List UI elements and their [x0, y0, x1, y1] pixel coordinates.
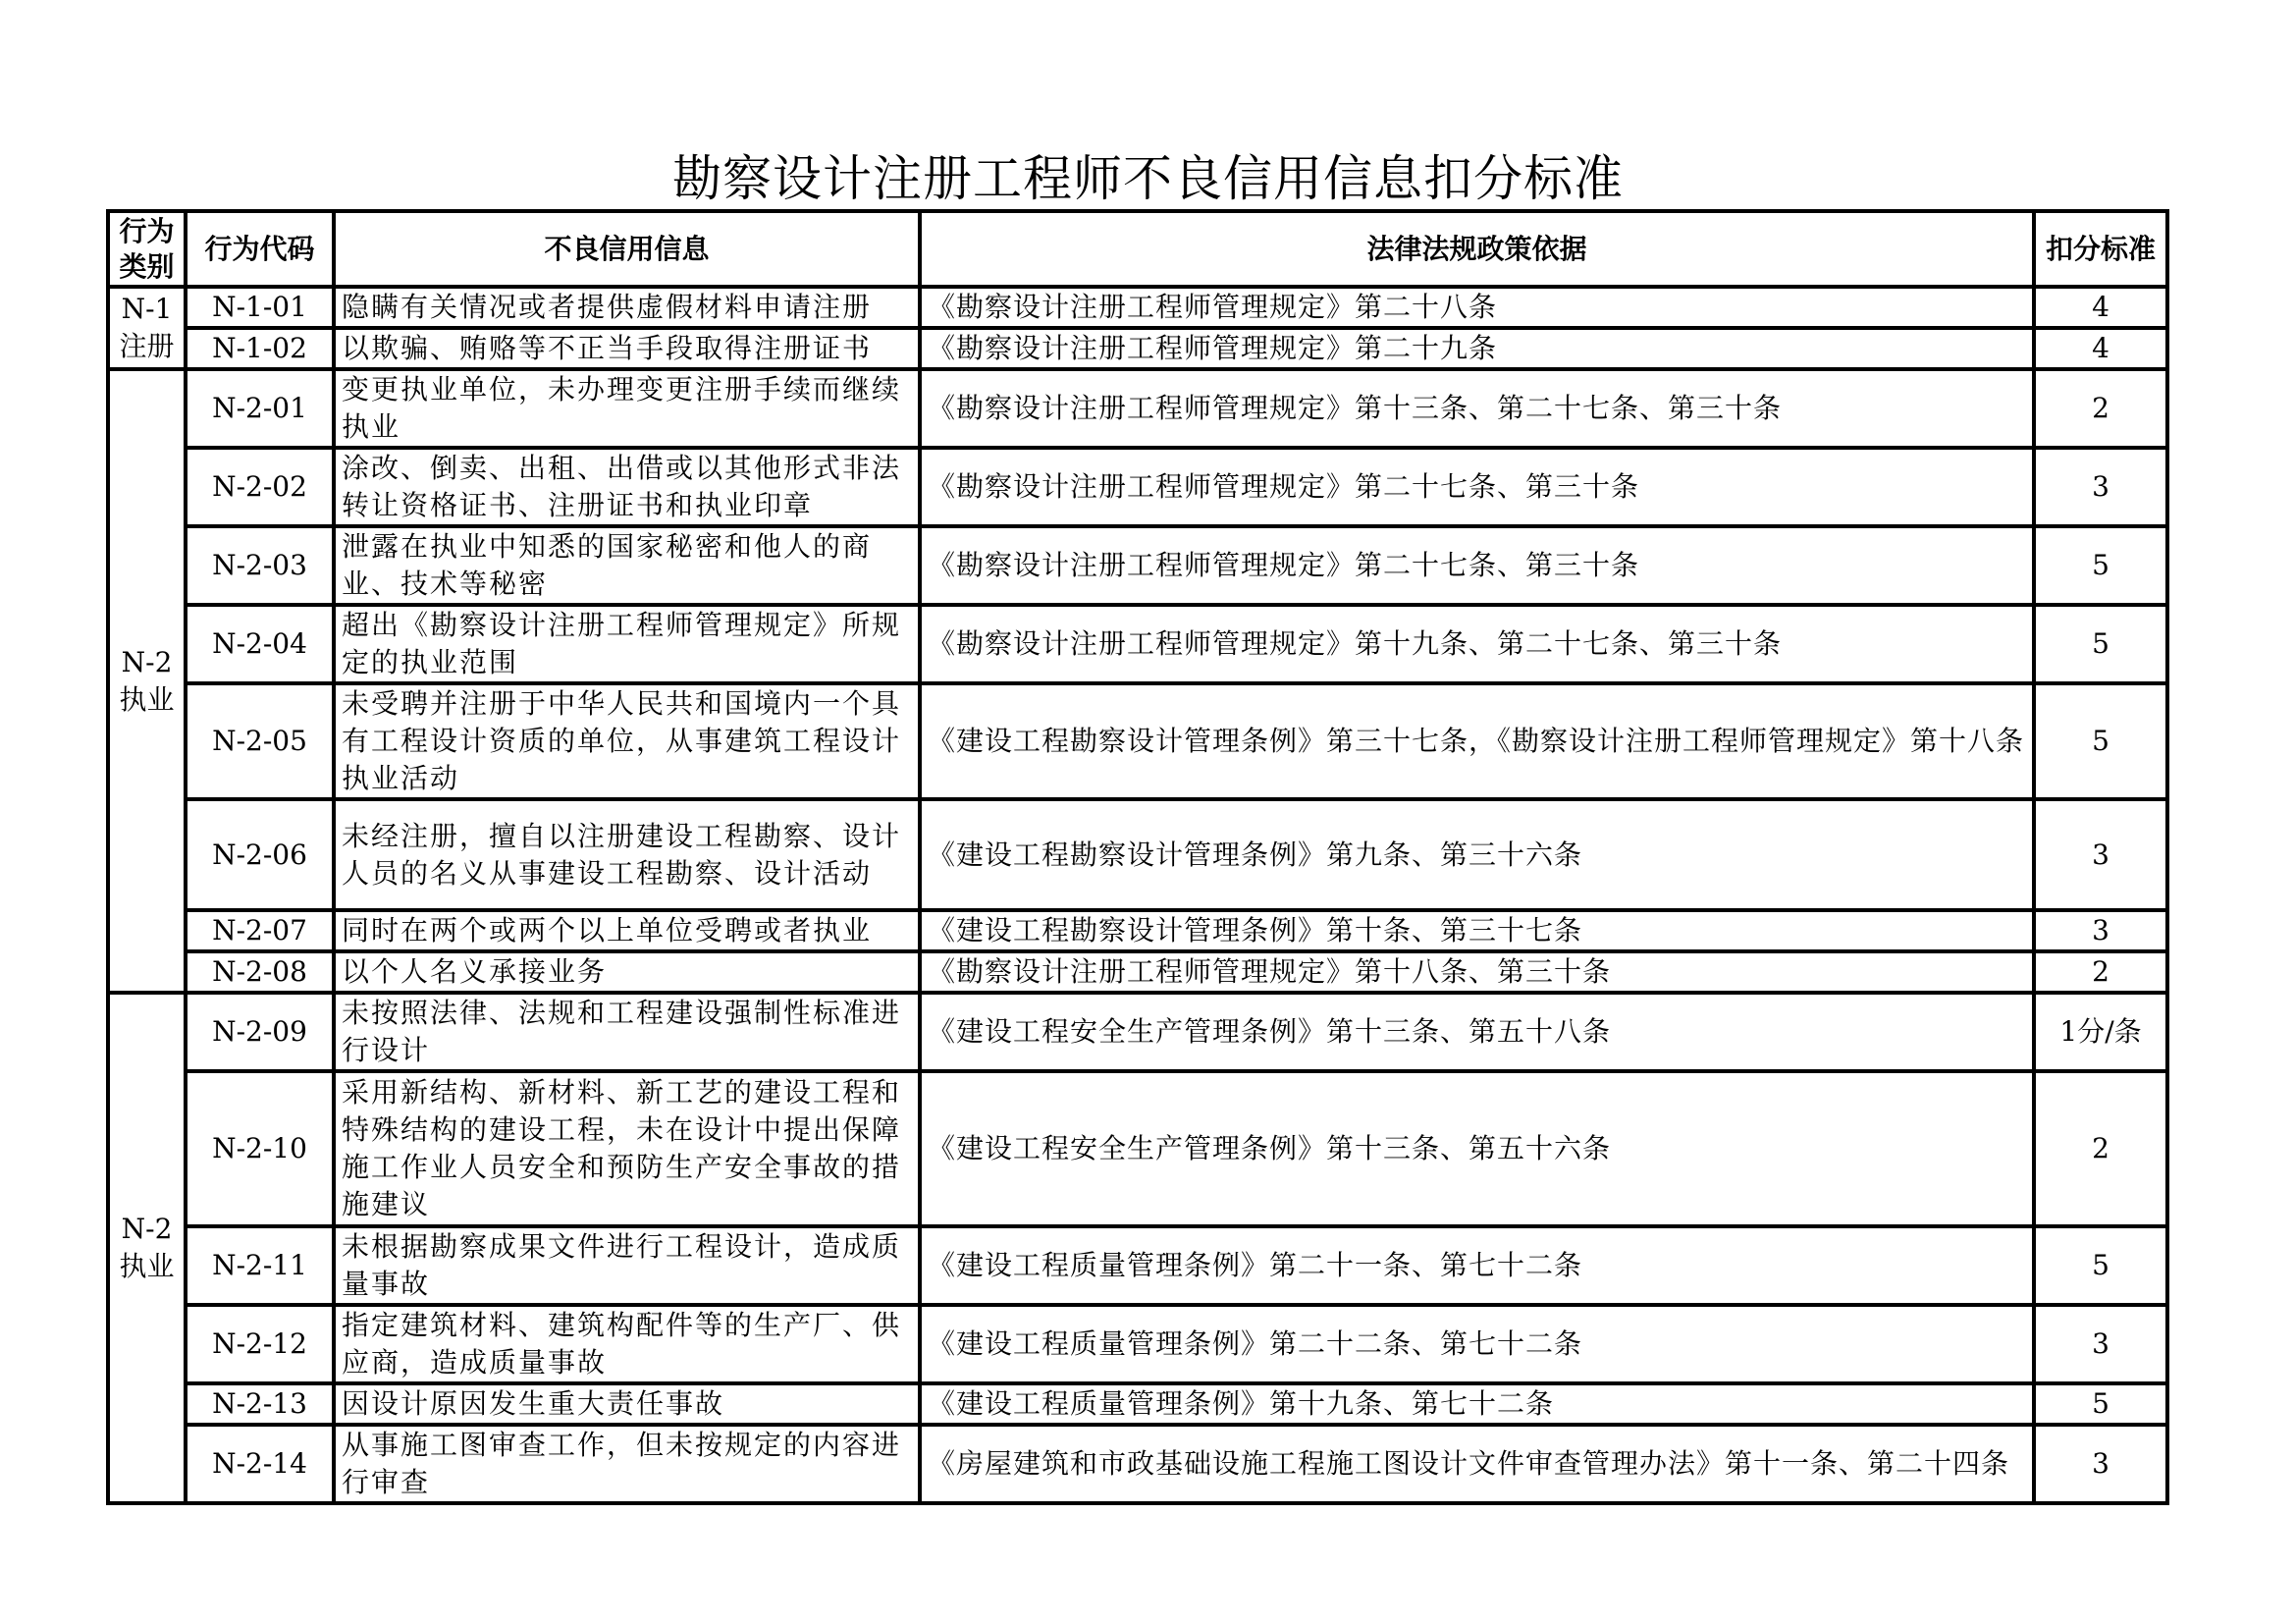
table-row — [108, 683, 2167, 799]
row-code: N-2-03 — [186, 526, 334, 605]
row-basis: 《建设工程安全生产管理条例》第十三条、第五十六条 — [920, 1071, 2034, 1226]
table-row — [108, 993, 2167, 1071]
row-code: N-1-01 — [186, 287, 334, 328]
category-label: 执业 — [119, 1250, 175, 1282]
table-header-row — [108, 211, 2167, 287]
row-basis: 《建设工程质量管理条例》第十九条、第七十二条 — [920, 1383, 2034, 1425]
row-score: 3 — [2034, 910, 2167, 951]
row-score: 5 — [2034, 605, 2167, 683]
row-score: 1分/条 — [2034, 993, 2167, 1071]
category-code: N-2 — [121, 645, 173, 678]
table-row — [108, 369, 2167, 448]
row-info: 变更执业单位，未办理变更注册手续而继续执业 — [334, 369, 920, 448]
row-code: N-2-04 — [186, 605, 334, 683]
row-basis: 《勘察设计注册工程师管理规定》第二十八条 — [920, 287, 2034, 328]
row-info: 泄露在执业中知悉的国家秘密和他人的商业、技术等秘密 — [334, 526, 920, 605]
row-info: 涂改、倒卖、出租、出借或以其他形式非法转让资格证书、注册证书和执业印章 — [334, 448, 920, 526]
row-basis: 《建设工程勘察设计管理条例》第十条、第三十七条 — [920, 910, 2034, 951]
row-code: N-2-08 — [186, 951, 334, 993]
category-cell-n1 — [108, 287, 186, 369]
row-code: N-2-06 — [186, 799, 334, 910]
row-code: N-2-12 — [186, 1305, 334, 1383]
table-row — [108, 1226, 2167, 1305]
category-code: N-2 — [121, 1213, 173, 1245]
table-row — [108, 605, 2167, 683]
row-score: 5 — [2034, 526, 2167, 605]
row-score: 4 — [2034, 287, 2167, 328]
category-cell-n2-continued — [108, 993, 186, 1503]
row-basis: 《建设工程安全生产管理条例》第十三条、第五十八条 — [920, 993, 2034, 1071]
row-code: N-2-07 — [186, 910, 334, 951]
row-basis: 《建设工程勘察设计管理条例》第三十七条，《勘察设计注册工程师管理规定》第十八条 — [920, 683, 2034, 799]
table-row — [108, 526, 2167, 605]
category-label: 注册 — [119, 330, 175, 362]
category-cell-n2 — [108, 369, 186, 993]
row-basis: 《勘察设计注册工程师管理规定》第二十七条、第三十条 — [920, 526, 2034, 605]
row-info: 未受聘并注册于中华人民共和国境内一个具有工程设计资质的单位，从事建筑工程设计执业活动 — [334, 683, 920, 799]
row-score: 2 — [2034, 369, 2167, 448]
table-row — [108, 328, 2167, 369]
table-row — [108, 1425, 2167, 1503]
row-info: 未按照法律、法规和工程建设强制性标准进行设计 — [334, 993, 920, 1071]
row-score: 3 — [2034, 1305, 2167, 1383]
table-row — [108, 910, 2167, 951]
row-code: N-2-13 — [186, 1383, 334, 1425]
row-code: N-2-05 — [186, 683, 334, 799]
row-info: 采用新结构、新材料、新工艺的建设工程和特殊结构的建设工程，未在设计中提出保障施工作业人员安全和预防生产安全事故的措施建议 — [334, 1071, 920, 1226]
row-info: 以个人名义承接业务 — [334, 951, 920, 993]
row-score: 2 — [2034, 1071, 2167, 1226]
header-info: 不良信用信息 — [334, 211, 920, 287]
row-score: 5 — [2034, 1226, 2167, 1305]
row-code: N-2-01 — [186, 369, 334, 448]
row-score: 3 — [2034, 799, 2167, 910]
row-score: 2 — [2034, 951, 2167, 993]
row-code: N-2-14 — [186, 1425, 334, 1503]
category-label: 执业 — [119, 682, 175, 716]
row-info: 从事施工图审查工作，但未按规定的内容进行审查 — [334, 1425, 920, 1503]
row-code: N-2-09 — [186, 993, 334, 1071]
header-category: 行为类别 — [108, 211, 186, 287]
category-code: N-1 — [121, 293, 173, 325]
header-score: 扣分标准 — [2034, 211, 2167, 287]
row-score: 5 — [2034, 1383, 2167, 1425]
row-basis: 《建设工程质量管理条例》第二十一条、第七十二条 — [920, 1226, 2034, 1305]
header-basis: 法律法规政策依据 — [920, 211, 2034, 287]
table-row — [108, 1383, 2167, 1425]
table-row — [108, 799, 2167, 910]
row-info: 因设计原因发生重大责任事故 — [334, 1383, 920, 1425]
row-info: 未经注册，擅自以注册建设工程勘察、设计人员的名义从事建设工程勘察、设计活动 — [334, 799, 920, 910]
row-info: 以欺骗、贿赂等不正当手段取得注册证书 — [334, 328, 920, 369]
row-code: N-2-10 — [186, 1071, 334, 1226]
table-row — [108, 1305, 2167, 1383]
row-basis: 《勘察设计注册工程师管理规定》第二十九条 — [920, 328, 2034, 369]
table-row — [108, 287, 2167, 328]
row-basis: 《勘察设计注册工程师管理规定》第十九条、第二十七条、第三十条 — [920, 605, 2034, 683]
row-basis: 《建设工程勘察设计管理条例》第九条、第三十六条 — [920, 799, 2034, 910]
row-code: N-2-11 — [186, 1226, 334, 1305]
row-basis: 《房屋建筑和市政基础设施工程施工图设计文件审查管理办法》第十一条、第二十四条 — [920, 1425, 2034, 1503]
row-info: 隐瞒有关情况或者提供虚假材料申请注册 — [334, 287, 920, 328]
row-basis: 《勘察设计注册工程师管理规定》第十八条、第三十条 — [920, 951, 2034, 993]
row-basis: 《建设工程质量管理条例》第二十二条、第七十二条 — [920, 1305, 2034, 1383]
row-info: 未根据勘察成果文件进行工程设计，造成质量事故 — [334, 1226, 920, 1305]
table-row — [108, 1071, 2167, 1226]
credit-deduction-table — [106, 209, 2169, 1505]
row-info: 超出《勘察设计注册工程师管理规定》所规定的执业范围 — [334, 605, 920, 683]
page-title: 勘察设计注册工程师不良信用信息扣分标准 — [672, 150, 1624, 207]
row-score: 4 — [2034, 328, 2167, 369]
row-info: 指定建筑材料、建筑构配件等的生产厂、供应商，造成质量事故 — [334, 1305, 920, 1383]
row-code: N-2-02 — [186, 448, 334, 526]
row-score: 5 — [2034, 683, 2167, 799]
table-row — [108, 448, 2167, 526]
row-code: N-1-02 — [186, 328, 334, 369]
row-basis: 《勘察设计注册工程师管理规定》第十三条、第二十七条、第三十条 — [920, 369, 2034, 448]
row-score: 3 — [2034, 1425, 2167, 1503]
row-basis: 《勘察设计注册工程师管理规定》第二十七条、第三十条 — [920, 448, 2034, 526]
row-score: 3 — [2034, 448, 2167, 526]
header-code: 行为代码 — [186, 211, 334, 287]
table-row — [108, 951, 2167, 993]
row-info: 同时在两个或两个以上单位受聘或者执业 — [334, 910, 920, 951]
